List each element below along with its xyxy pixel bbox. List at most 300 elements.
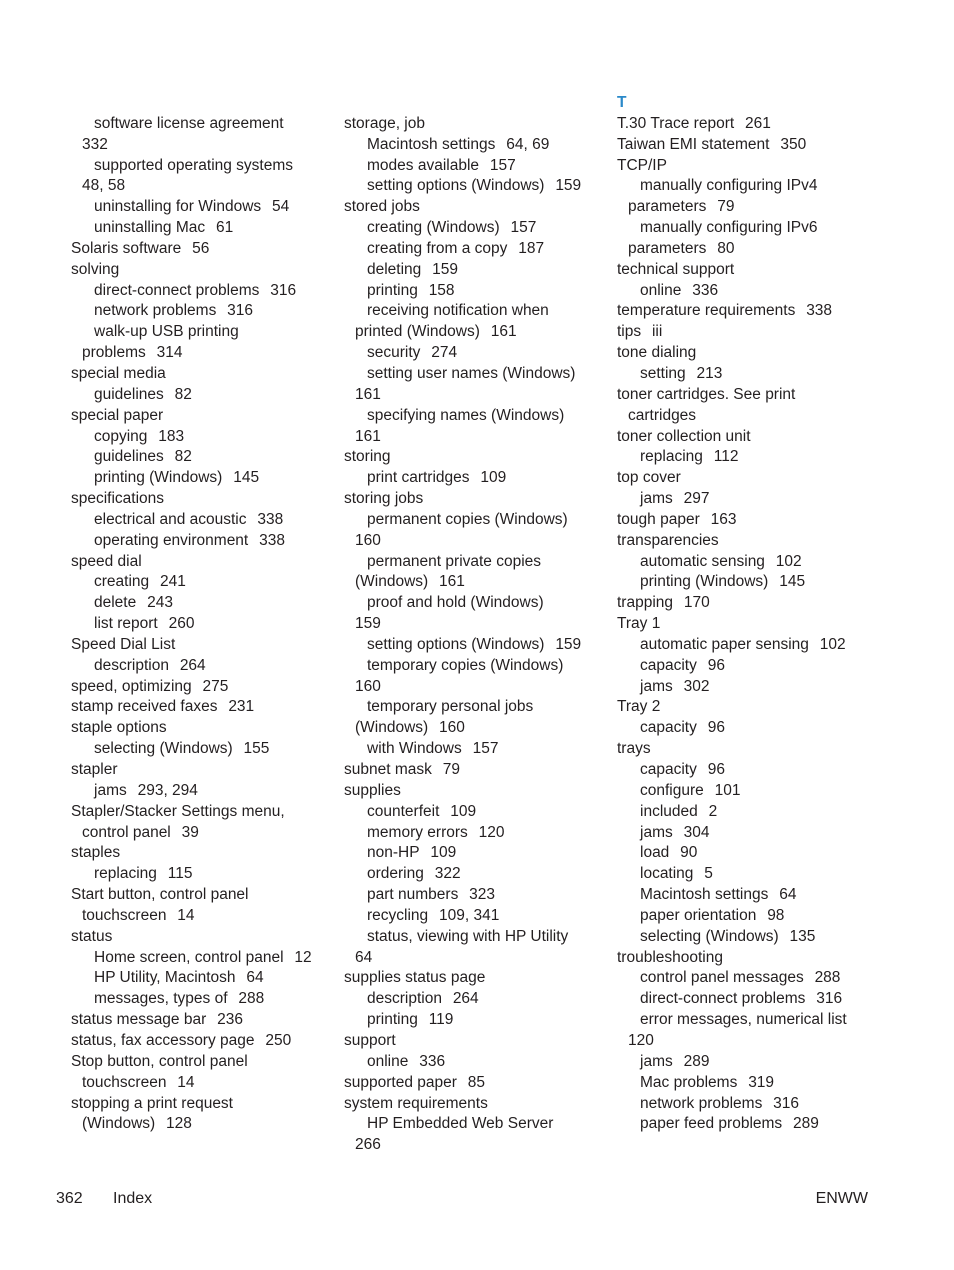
index-entry: [617, 322, 879, 343]
index-page-ref: 260: [168, 615, 195, 633]
index-page-ref: 82: [174, 448, 192, 466]
index-page-ref: 293, 294: [137, 781, 198, 799]
index-page-ref: 336: [419, 1052, 446, 1070]
index-subentry: [344, 176, 606, 197]
index-line: [71, 176, 333, 197]
index-page-ref: 323: [469, 886, 496, 904]
index-text: 159: [355, 615, 381, 633]
index-line: [344, 1073, 606, 1094]
index-line: [71, 427, 333, 448]
index-line: [344, 781, 606, 802]
index-term: replacing: [94, 865, 157, 883]
index-line: [344, 677, 606, 698]
index-term: control panel: [82, 823, 171, 841]
index-line: [617, 427, 879, 448]
index-text: 120: [628, 1031, 654, 1049]
index-term: copying: [94, 427, 148, 445]
index-page-ref: 304: [683, 823, 710, 841]
index-term: status, fax accessory page: [71, 1031, 255, 1049]
index-page-ref: 79: [442, 761, 460, 778]
index-subentry: [71, 614, 333, 635]
index-text: transparencies: [617, 531, 719, 549]
index-entry: [344, 447, 606, 468]
index-term: subnet mask: [344, 761, 432, 778]
index-term: parameters: [628, 239, 707, 257]
index-line: [344, 343, 606, 364]
index-entry: [71, 697, 333, 718]
index-line: [617, 322, 879, 343]
index-subentry: [344, 656, 606, 698]
index-subentry: [617, 218, 879, 260]
index-page-ref: 338: [806, 302, 833, 320]
index-text: specifying names (Windows): [367, 406, 565, 424]
index-line: [71, 739, 333, 760]
index-term: uninstalling Mac: [94, 219, 206, 237]
index-page-ref: 336: [692, 281, 719, 299]
index-line: [617, 1031, 879, 1052]
index-text: special paper: [71, 406, 164, 424]
index-line: [617, 531, 879, 552]
index-subentry: [71, 510, 333, 531]
index-subentry: [71, 468, 333, 489]
index-text: toner cartridges. See print: [617, 385, 796, 403]
index-term: operating environment: [94, 531, 249, 549]
index-page-ref: 322: [434, 865, 461, 883]
index-line: [344, 218, 606, 239]
index-page-ref: 157: [472, 740, 499, 758]
index-subentry: [617, 760, 879, 781]
index-term: included: [640, 802, 698, 820]
index-subentry: [344, 906, 606, 927]
index-line: [344, 447, 606, 468]
index-page-ref: 289: [793, 1115, 819, 1133]
index-text: manually configuring IPv6: [640, 219, 818, 237]
index-line: [344, 1135, 606, 1156]
index-line: [617, 406, 879, 427]
index-subentry: [617, 1052, 879, 1073]
index-subentry: [71, 322, 333, 364]
index-entry: [71, 406, 333, 427]
index-subentry: [71, 948, 333, 969]
index-line: [344, 427, 606, 448]
index-line: [71, 1094, 333, 1115]
index-term: description: [94, 656, 169, 674]
index-subentry: [344, 1114, 606, 1156]
index-line: [617, 593, 879, 614]
index-subentry: [617, 718, 879, 739]
index-subentry: [617, 677, 879, 698]
index-line: [344, 802, 606, 823]
index-term: direct-connect problems: [640, 990, 806, 1008]
index-entry: [344, 781, 606, 802]
index-line: [344, 718, 606, 739]
index-line: [71, 281, 333, 302]
index-column-1: [71, 93, 333, 1135]
index-line: [71, 781, 333, 802]
index-line: [71, 510, 333, 531]
index-text: temporary personal jobs: [367, 698, 534, 716]
index-text: storage, job: [344, 114, 425, 132]
index-line: [617, 927, 879, 948]
index-term: control panel messages: [640, 969, 804, 987]
index-letter-heading: [71, 93, 333, 114]
index-line: [617, 552, 879, 573]
index-line: [344, 823, 606, 844]
index-term: T.30 Trace report: [617, 114, 735, 132]
index-line: [617, 239, 879, 260]
index-line: [344, 906, 606, 927]
index-line: [71, 322, 333, 343]
index-term: setting options (Windows): [367, 177, 545, 195]
index-text: support: [344, 1031, 396, 1049]
index-line: [344, 406, 606, 427]
index-subentry: [71, 447, 333, 468]
index-line: [71, 656, 333, 677]
index-text: supplies status page: [344, 969, 486, 987]
index-entry: [344, 760, 606, 781]
index-term: trapping: [617, 594, 674, 612]
index-subentry: [617, 656, 879, 677]
index-text: trays: [617, 740, 651, 758]
index-line: [344, 197, 606, 218]
index-subentry: [617, 1010, 879, 1052]
index-term: ordering: [367, 865, 424, 883]
index-line: [617, 885, 879, 906]
index-line: [71, 593, 333, 614]
index-page-ref: 98: [767, 906, 785, 924]
index-page-ref: 243: [147, 594, 173, 612]
index-page-ref: 157: [510, 219, 537, 237]
index-term: jams: [94, 781, 127, 799]
index-subentry: [344, 468, 606, 489]
index-term: part numbers: [367, 886, 459, 904]
index-page-ref: 14: [177, 1073, 195, 1091]
index-subentry: [71, 114, 333, 156]
index-text: walk-up USB printing: [94, 323, 239, 341]
index-line: [71, 156, 333, 177]
index-entry: [71, 239, 333, 260]
index-page-ref: 231: [228, 698, 255, 716]
index-term: printing: [367, 1011, 418, 1029]
index-text: Speed Dial List: [71, 635, 176, 653]
index-page-ref: 2: [708, 802, 718, 820]
index-text: staple options: [71, 719, 167, 737]
index-text: setting user names (Windows): [367, 364, 576, 382]
index-page-ref: 96: [707, 656, 725, 674]
index-line: [344, 614, 606, 635]
index-term: Macintosh settings: [640, 886, 769, 904]
index-term: automatic paper sensing: [640, 635, 809, 653]
index-page-ref: 109: [430, 844, 457, 862]
index-text: special media: [71, 364, 166, 382]
index-term: printing: [367, 281, 418, 299]
index-entry: [617, 593, 879, 614]
index-subentry: [71, 531, 333, 552]
index-line: [344, 989, 606, 1010]
index-subentry: [71, 197, 333, 218]
index-page-ref: 236: [217, 1011, 243, 1029]
index-entry: [617, 260, 879, 281]
index-page-ref: 274: [431, 344, 458, 362]
index-page-ref: 250: [265, 1031, 292, 1049]
index-line: [617, 1010, 879, 1031]
index-text: 266: [355, 1136, 381, 1154]
index-term: capacity: [640, 719, 697, 737]
index-term: network problems: [94, 302, 217, 320]
index-line: [71, 301, 333, 322]
index-page-ref: 316: [773, 1094, 800, 1112]
index-subentry: [617, 823, 879, 844]
index-term: non-HP: [367, 844, 420, 862]
index-term: temperature requirements: [617, 302, 796, 320]
index-text: supported operating systems: [94, 156, 294, 174]
index-text: system requirements: [344, 1094, 488, 1112]
index-line: [71, 614, 333, 635]
index-subentry: [617, 843, 879, 864]
index-term: status message bar: [71, 1011, 207, 1029]
index-page-ref: 160: [439, 719, 465, 737]
index-page-ref: 64: [779, 886, 797, 904]
index-line: [71, 635, 333, 656]
index-subentry: [344, 135, 606, 156]
index-line: [344, 885, 606, 906]
index-page-ref: 187: [518, 239, 545, 257]
index-line: [617, 489, 879, 510]
index-line: [344, 468, 606, 489]
index-text: toner collection unit: [617, 427, 751, 445]
index-line: [71, 364, 333, 385]
index-term: setting options (Windows): [367, 635, 545, 653]
index-subentry: [617, 1114, 879, 1135]
index-entry: [344, 968, 606, 989]
index-text: troubleshooting: [617, 948, 723, 966]
index-term: online: [367, 1052, 409, 1070]
index-page-ref: 14: [177, 906, 195, 924]
index-page-ref: 350: [780, 135, 807, 153]
index-text: temporary copies (Windows): [367, 656, 564, 674]
index-term: Macintosh settings: [367, 135, 496, 153]
index-page-ref: 82: [174, 385, 192, 403]
index-text: 160: [355, 531, 381, 549]
index-line: [617, 218, 879, 239]
index-entry: [71, 802, 333, 844]
index-line: [617, 260, 879, 281]
index-page-ref: 261: [745, 114, 771, 132]
index-term: automatic sensing: [640, 552, 765, 570]
footer-right-label: ENWW: [815, 1190, 868, 1207]
index-term: (Windows): [82, 1115, 156, 1133]
index-line: [617, 843, 879, 864]
index-text: tone dialing: [617, 344, 697, 362]
index-line: [71, 552, 333, 573]
index-page-ref: 288: [238, 990, 265, 1008]
index-page-ref: 170: [683, 594, 710, 612]
index-line: [344, 239, 606, 260]
index-line: [344, 510, 606, 531]
index-entry: [617, 614, 879, 635]
index-term: tough paper: [617, 510, 700, 528]
index-line: [344, 739, 606, 760]
index-line: [71, 968, 333, 989]
index-text: Start button, control panel: [71, 886, 249, 904]
index-term: setting: [640, 364, 686, 382]
index-page-ref: 90: [680, 844, 698, 862]
index-term: printing (Windows): [94, 469, 223, 487]
index-text: manually configuring IPv4: [640, 177, 818, 195]
index-entry: [71, 718, 333, 739]
index-line: [617, 197, 879, 218]
index-entry: [344, 1031, 606, 1052]
index-subentry: [344, 301, 606, 343]
index-page-ref: 61: [216, 219, 234, 237]
index-subentry: [617, 552, 879, 573]
index-line: [344, 260, 606, 281]
index-line: [71, 406, 333, 427]
index-text: speed dial: [71, 552, 142, 570]
index-line: [344, 114, 606, 135]
index-line: [71, 885, 333, 906]
index-entry: [344, 114, 606, 135]
index-term: locating: [640, 865, 694, 883]
index-line: [617, 677, 879, 698]
index-line: [344, 281, 606, 302]
index-page-ref: 275: [202, 677, 229, 695]
index-line: [344, 135, 606, 156]
index-line: [617, 176, 879, 197]
index-text: Tray 1: [617, 615, 661, 633]
index-text: 160: [355, 677, 381, 695]
index-page-ref: 316: [270, 281, 297, 299]
index-text: status, viewing with HP Utility: [367, 927, 569, 945]
index-subentry: [344, 739, 606, 760]
index-column-3: [617, 93, 879, 1135]
index-subentry: [344, 593, 606, 635]
index-line: [617, 948, 879, 969]
index-term: jams: [640, 1052, 673, 1070]
index-text: 161: [355, 427, 381, 445]
index-entry: [617, 385, 879, 427]
index-text: 332: [82, 135, 108, 153]
index-page-ref: 157: [489, 156, 516, 174]
index-page-ref: 115: [167, 865, 193, 883]
index-line: [344, 843, 606, 864]
index-subentry: [617, 906, 879, 927]
index-line: [617, 156, 879, 177]
index-letter-heading: T: [617, 94, 627, 111]
index-subentry: [617, 572, 879, 593]
index-page-ref: 12: [294, 948, 312, 966]
index-term: printing (Windows): [640, 573, 769, 591]
index-page-ref: 109: [480, 469, 507, 487]
index-page-ref: 163: [710, 510, 737, 528]
index-subentry: [71, 864, 333, 885]
index-line: [617, 781, 879, 802]
index-page-ref: 39: [181, 823, 199, 841]
index-line: [344, 927, 606, 948]
index-page-ref: 109, 341: [439, 906, 500, 924]
index-line: [617, 635, 879, 656]
index-page-ref: 101: [714, 781, 741, 799]
index-term: supported paper: [344, 1073, 457, 1091]
index-subentry: [71, 593, 333, 614]
index-page-ref: 241: [160, 573, 186, 591]
index-text: cartridges: [628, 406, 697, 424]
index-page-ref: 54: [271, 198, 290, 216]
index-line: [71, 114, 333, 135]
index-line: [617, 864, 879, 885]
index-subentry: [617, 635, 879, 656]
index-entry: [617, 531, 879, 552]
index-term: memory errors: [367, 823, 468, 841]
index-entry: [617, 697, 879, 718]
index-subentry: [71, 781, 333, 802]
index-page-ref: 302: [683, 677, 710, 695]
index-subentry: [617, 802, 879, 823]
index-page-ref: 96: [707, 719, 725, 737]
index-subentry: [617, 781, 879, 802]
index-text: top cover: [617, 469, 681, 487]
index-text: Stapler/Stacker Settings menu,: [71, 802, 285, 820]
index-term: capacity: [640, 761, 697, 778]
index-entry: [71, 260, 333, 281]
index-line: [344, 385, 606, 406]
index-term: network problems: [640, 1094, 763, 1112]
index-line: [71, 802, 333, 823]
index-line: [617, 1094, 879, 1115]
index-page-ref: 120: [478, 823, 505, 841]
index-page-ref: 102: [775, 552, 802, 570]
index-text: proof and hold (Windows): [367, 594, 544, 612]
index-entry: [617, 343, 879, 364]
index-line: [71, 864, 333, 885]
index-line: [344, 948, 606, 969]
index-subentry: [617, 489, 879, 510]
index-line: [71, 1073, 333, 1094]
index-line: [344, 489, 606, 510]
index-term: jams: [640, 823, 673, 841]
index-term: (Windows): [355, 719, 429, 737]
index-entry: [344, 1094, 606, 1115]
index-subentry: [71, 281, 333, 302]
index-subentry: [344, 885, 606, 906]
index-term: list report: [94, 615, 158, 633]
index-term: touchscreen: [82, 906, 167, 924]
index-page-ref: 161: [490, 323, 517, 341]
index-text: staples: [71, 844, 121, 862]
index-page-ref: 5: [704, 865, 713, 883]
index-term: print cartridges: [367, 469, 470, 487]
index-line: [344, 593, 606, 614]
index-term: messages, types of: [94, 990, 228, 1008]
index-term: speed, optimizing: [71, 677, 192, 695]
index-line: [71, 948, 333, 969]
index-text: software license agreement: [94, 114, 284, 132]
index-line: [344, 1010, 606, 1031]
index-page-ref: 159: [555, 635, 582, 653]
index-line: [617, 510, 879, 531]
index-line: [71, 135, 333, 156]
index-subentry: [71, 739, 333, 760]
index-subentry: [71, 301, 333, 322]
footer-page-number: 362: [56, 1190, 83, 1207]
index-page-ref: 264: [452, 990, 479, 1008]
index-text: 64: [355, 948, 373, 966]
index-term: description: [367, 990, 442, 1008]
index-subentry: [344, 823, 606, 844]
index-line: [344, 156, 606, 177]
index-entry: [344, 489, 606, 510]
index-entry: [617, 156, 879, 177]
